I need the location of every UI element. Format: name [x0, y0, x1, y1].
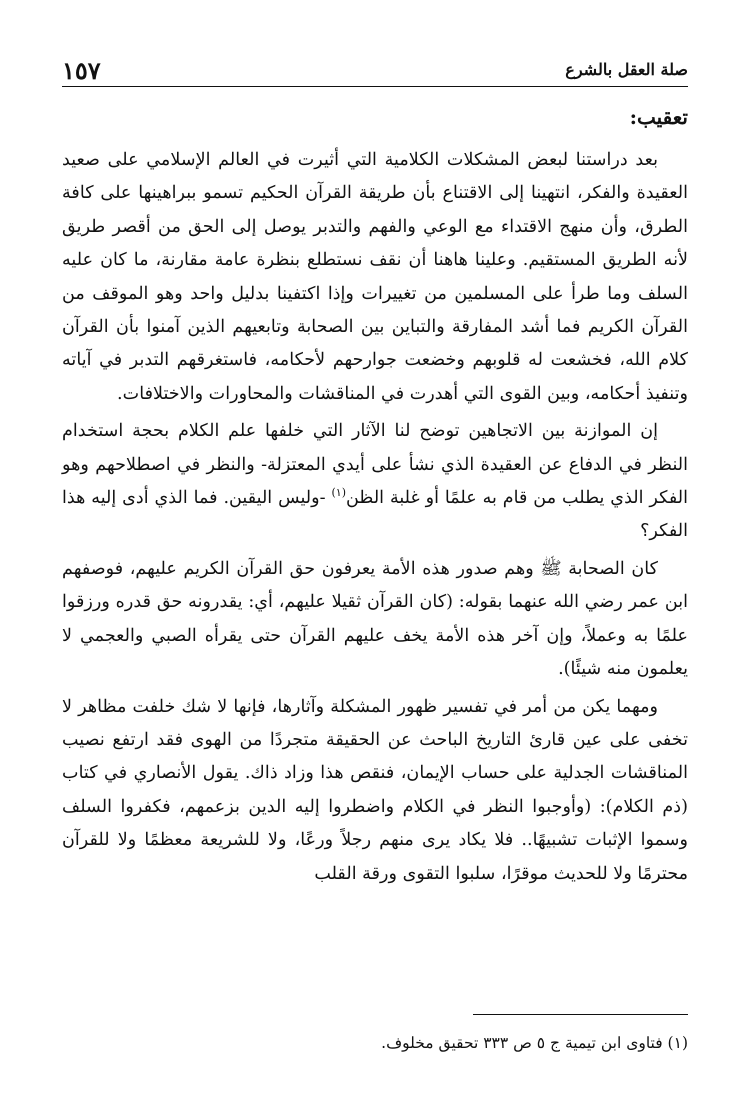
header-rule [62, 86, 688, 87]
page-number: ١٥٧ [62, 56, 101, 85]
footnote-rule [473, 1014, 688, 1015]
footnote-marker[interactable]: (١) [331, 486, 346, 500]
paragraph-2-tail: -وليس اليقين. فما الذي أدى إليه هذا الفكر؟ [62, 488, 688, 542]
page-header [62, 56, 688, 86]
paragraph-2-text: إن الموازنة بين الاتجاهين توضح لنا الآثار التي خلفها علم الكلام بحجة استخدام النظر في الدفاع عن العقيدة الذي نشأ على أيدي المعتزلة- والنظر في اصطلاحهم وهو الفكر الذي يطلب من قام به علمًا أو غلبة الظن [62, 421, 688, 509]
paragraph-2 [62, 415, 688, 549]
paragraph-3: كان الصحابة ﷺ وهم صدور هذه الأمة يعرفون حق القرآن الكريم عليهم، فوصفهم ابن عمر رضي الله عنهما بقوله: (كان القرآن ثقيلا عليهم، أي: يقدرونه حق قدره ورزقوا علمًا به وعملاً، وإن آخر هذه الأمة يخف عليهم القرآن حتى يقرأه الصبي والعجمي لا يعلمون منه شيئًا). [62, 558, 688, 680]
footnote: (١) فتاوى ابن تيمية ج ٥ ص ٣٣٣ تحقيق مخلوف. [381, 1034, 688, 1052]
body-text [62, 102, 688, 895]
running-title: صلة العقل بالشرع [565, 60, 688, 79]
paragraph-4: ومهما يكن من أمر في تفسير ظهور المشكلة وآثارها، فإنها لا شك خلفت مظاهر لا تخفى على عين قارئ التاريخ الباحث عن الحقيقة متجردًا من الهوى فقد ارتفع نصيب المناقشات الجدلية على حساب الإيمان، فنقص هذا وزاد ذاك. يقول الأنصاري في كتاب (ذم الكلام): (وأوجبوا النظر في الكلام واضطروا إليه الدين بزعمهم، فكفروا السلف وسموا الإثبات تشبيهًا.. فلا يكاد يرى منهم رجلاً ورعًا، ولا للشريعة معظمًا ولا للقرآن محترمًا ولا للحديث موقرًا، سلبوا التقوى ورقة القلب [62, 696, 688, 884]
section-heading: تعقيب: [629, 105, 688, 129]
paragraph-1: بعد دراستنا لبعض المشكلات الكلامية التي أثيرت في العالم الإسلامي على صعيد العقيدة والفكر، انتهينا إلى الاقتناع بأن طريقة القرآن الحكيم تسمو ببراهينها على كافة الطرق، وأن منهج الاقتداء مع الوعي والفهم والتدبر يوصل إلى الحق من أقصر طريق لأنه الطريق المستقيم. وعلينا هاهنا أن نقف نستطلع بنظرة عامة مقارنة، ما كان عليه السلف وما طرأ على المسلمين من تغييرات وإذا اكتفينا بدليل واحد وهو الموقف من القرآن الكريم فما أشد المفارقة والتباين بين الصحابة وتابعيهم الذين آمنوا بأن القرآن كلام الله، فخشعت له قلوبهم وخضعت جوارحهم لأحكامه، فاستغرقهم التدبر في آياته وتنفيذ أحكامه، وبين القوى التي أهدرت في المناقشات والمحاورات والاختلافات. [62, 150, 688, 404]
